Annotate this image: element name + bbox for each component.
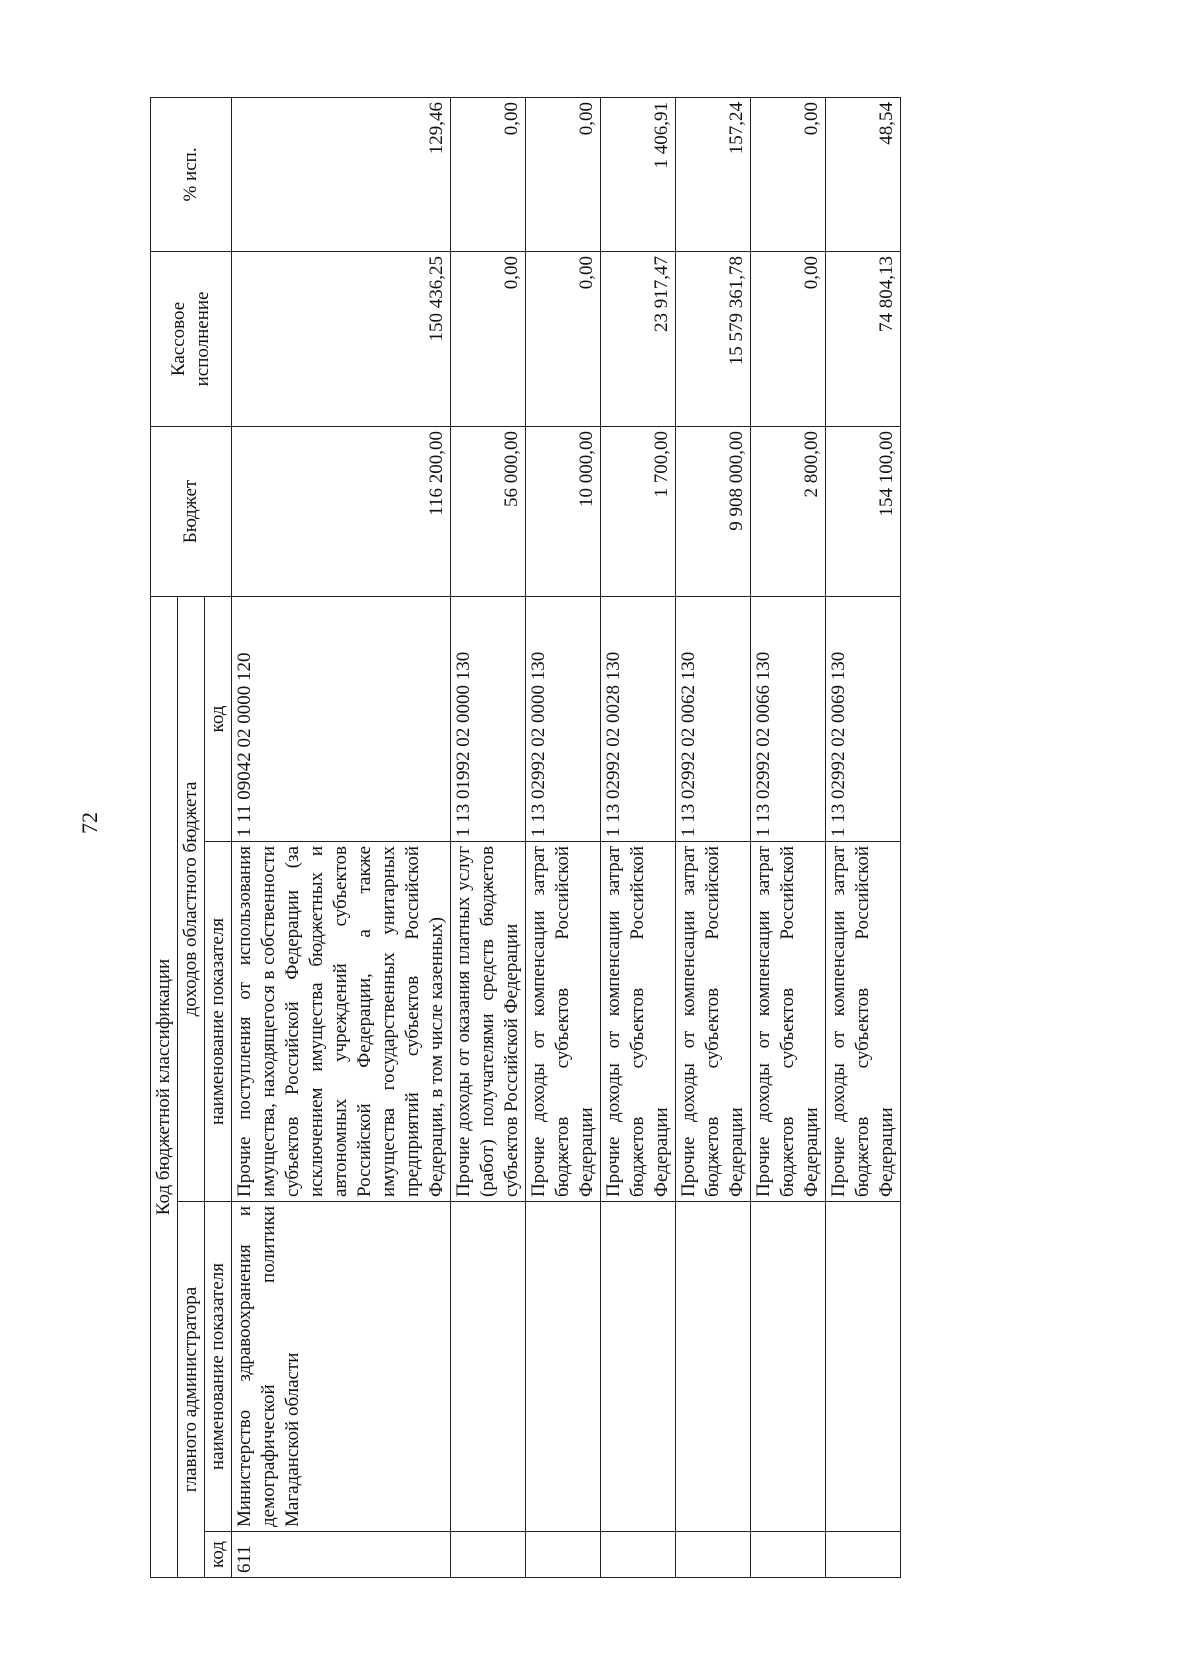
budget-value: 116 200,00 [232,426,451,596]
header-income-group: доходов областного бюджета [178,596,205,1201]
income-code: 1 11 09042 02 0000 120 [232,596,451,841]
admin-name-empty [676,1202,751,1532]
table-row [676,97,751,1577]
percent-value: 1 406,91 [601,97,676,251]
rotated-page-content [150,98,1050,1578]
income-name: Прочие доходы от компенсации затрат бюджетов субъектов Российской Федерации [526,842,601,1202]
header-admin-code: код [205,1532,232,1578]
header-income-name: наименование показателя [205,842,232,1202]
header-budget: Бюджет [151,426,232,596]
execution-value: 23 917,47 [601,251,676,426]
header-admin-name: наименование показателя [205,1202,232,1532]
admin-code-empty [526,1532,601,1578]
admin-code-empty [826,1532,901,1578]
admin-name-empty [826,1202,901,1532]
percent-value: 0,00 [451,97,526,251]
page-number: 72 [77,812,102,834]
execution-value: 15 579 361,78 [676,251,751,426]
budget-value: 56 000,00 [451,426,526,596]
header-admin-group: главного администратора [178,1202,205,1578]
admin-name-empty [751,1202,826,1532]
income-code: 1 13 02992 02 0066 130 [751,596,826,841]
income-code: 1 13 02992 02 0000 130 [526,596,601,841]
income-name: Прочие доходы от компенсации затрат бюджетов субъектов Российской Федерации [751,842,826,1202]
table-row [601,97,676,1577]
income-name: Прочие доходы от компенсации затрат бюджетов субъектов Российской Федерации [826,842,901,1202]
budget-value: 9 908 000,00 [676,426,751,596]
budget-value: 2 800,00 [751,426,826,596]
income-name: Прочие доходы от компенсации затрат бюджетов субъектов Российской Федерации [676,842,751,1202]
percent-value: 48,54 [826,97,901,251]
percent-value: 129,46 [232,97,451,251]
percent-value: 0,00 [751,97,826,251]
income-code: 1 13 02992 02 0062 130 [676,596,751,841]
income-code: 1 13 01992 02 0000 130 [451,596,526,841]
admin-code-empty [601,1532,676,1578]
execution-value: 0,00 [451,251,526,426]
execution-value: 0,00 [751,251,826,426]
admin-name-empty [451,1202,526,1532]
income-name: Прочие доходы от компенсации затрат бюджетов субъектов Российской Федерации [601,842,676,1202]
income-code: 1 13 02992 02 0028 130 [601,596,676,841]
income-name: Прочие поступления от использования имущества, находящегося в собственности субъектов Российской Федерации (за исключением имущества бюджетных и автономных учреждений субъектов Российской Федерации, а также имущества государственных унитарных предприятий субъектов Российской Федерации, в том числе казенных) [232,842,451,1202]
admin-code-empty [676,1532,751,1578]
income-name: Прочие доходы от оказания платных услуг (работ) получателями средств бюджетов субъектов Российской Федерации [451,842,526,1202]
execution-value: 74 804,13 [826,251,901,426]
header-income-code: код [205,596,232,841]
table-row [526,97,601,1577]
admin-name: Министерство здравоохранения и демографической политики Магаданской области [232,1202,451,1532]
percent-value: 0,00 [526,97,601,251]
table-row [451,97,526,1577]
budget-value: 10 000,00 [526,426,601,596]
header-percent: % исп. [151,97,232,251]
admin-code-empty [751,1532,826,1578]
header-code-group: Код бюджетной классификации [151,596,178,1577]
percent-value: 157,24 [676,97,751,251]
budget-table [150,97,901,1578]
admin-name-empty [526,1202,601,1532]
budget-value: 1 700,00 [601,426,676,596]
execution-value: 0,00 [526,251,601,426]
budget-value: 154 100,00 [826,426,901,596]
table-row [751,97,826,1577]
admin-code: 611 [232,1532,451,1578]
income-code: 1 13 02992 02 0069 130 [826,596,901,841]
table-row [826,97,901,1577]
table-row [232,97,451,1577]
execution-value: 150 436,25 [232,251,451,426]
admin-name-empty [601,1202,676,1532]
admin-code-empty [451,1532,526,1578]
header-execution: Кассовое исполнение [151,251,232,426]
